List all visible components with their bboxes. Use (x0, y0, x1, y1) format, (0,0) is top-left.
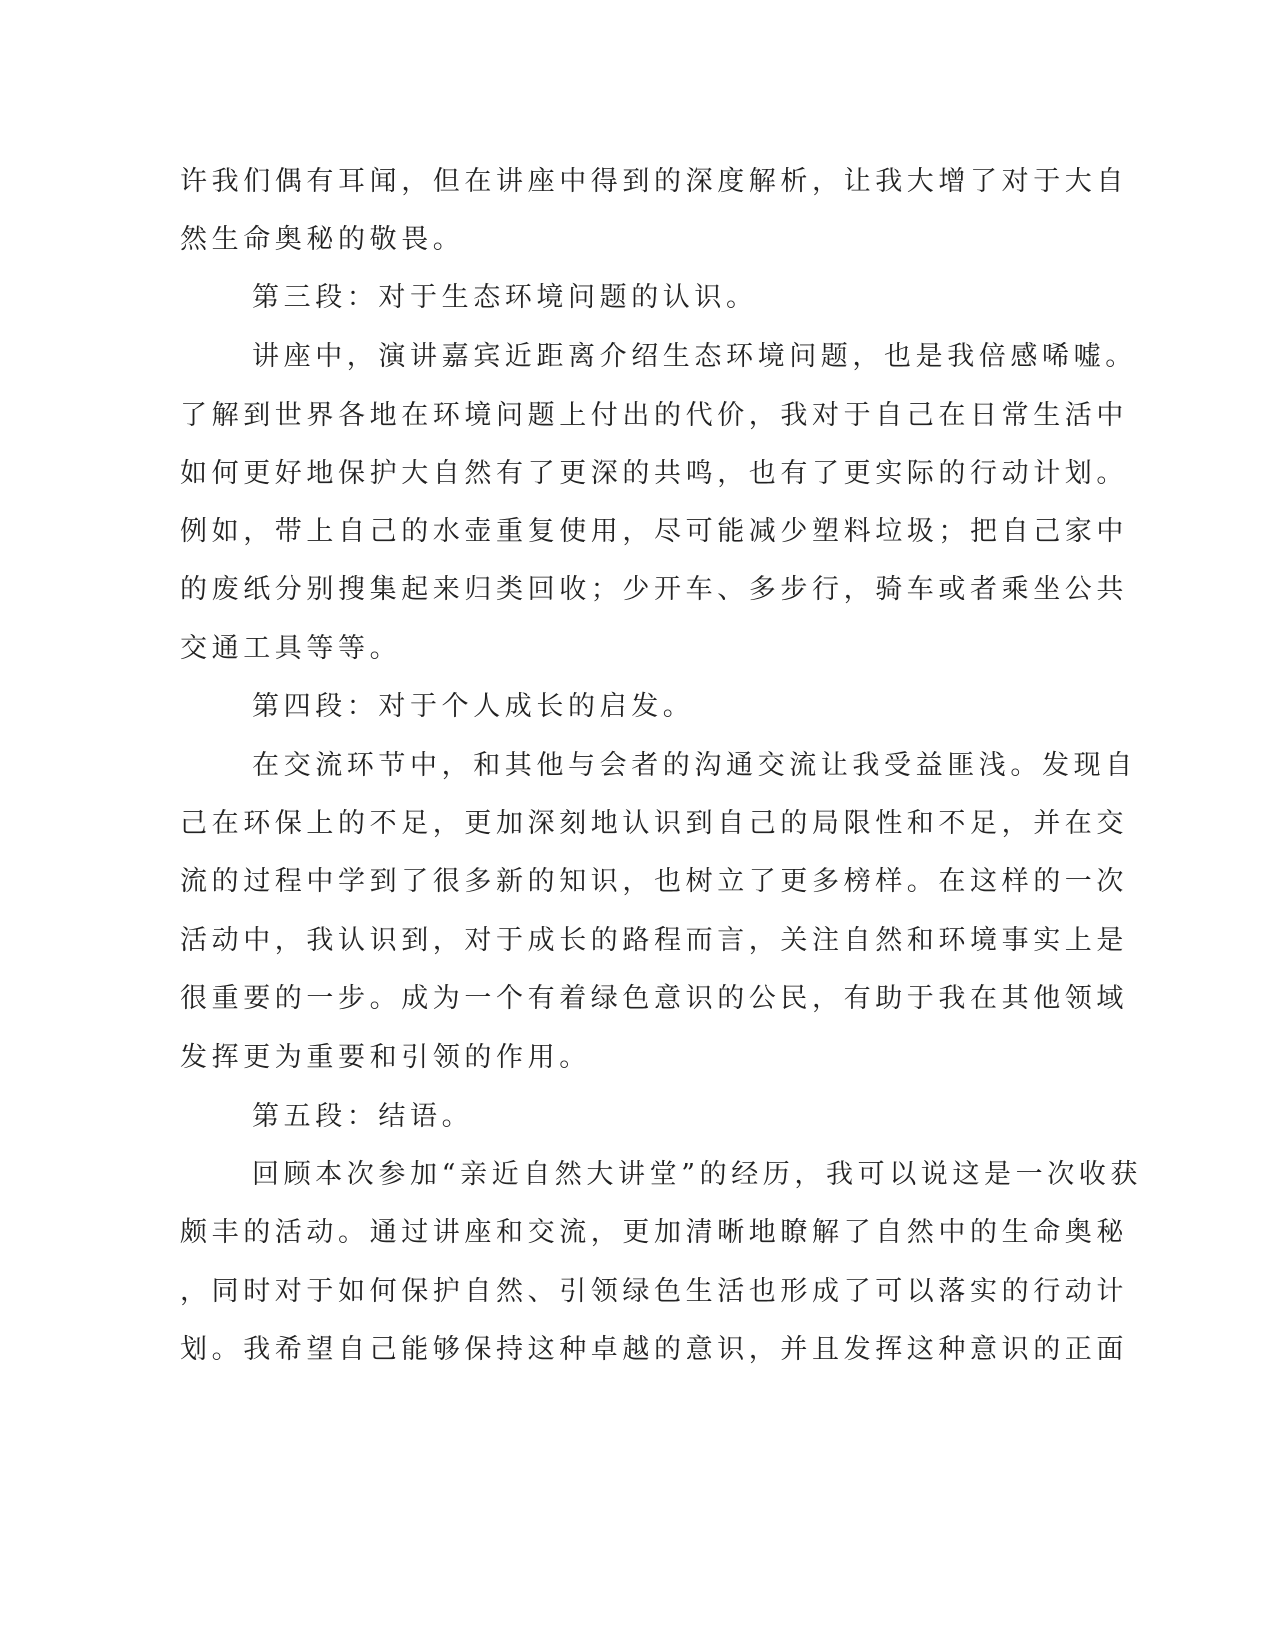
text-line: 很重要的一步。成为一个有着绿色意识的公民，有助于我在其他领域 (180, 983, 1128, 1014)
text-line: 划。我希望自己能够保持这种卓越的意识，并且发挥这种意识的正面 (180, 1334, 1128, 1365)
text-line: 的废纸分别搜集起来归类回收；少开车、多步行，骑车或者乘坐公共 (180, 574, 1128, 605)
section-heading: 第五段：结语。 (252, 1101, 474, 1132)
text-line: 颇丰的活动。通过讲座和交流，更加清晰地瞭解了自然中的生命奥秘 (180, 1217, 1128, 1248)
text-line: 讲座中，演讲嘉宾近距离介绍生态环境问题，也是我倍感唏嘘。 (252, 341, 1137, 372)
text-line: 例如，带上自己的水壶重复使用，尽可能减少塑料垃圾；把自己家中 (180, 516, 1128, 547)
text-line: 己在环保上的不足，更加深刻地认识到自己的局限性和不足，并在交 (180, 808, 1128, 839)
text-line: 交通工具等等。 (180, 633, 402, 664)
text-line: 活动中，我认识到，对于成长的路程而言，关注自然和环境事实上是 (180, 925, 1128, 956)
text-line: 在交流环节中，和其他与会者的沟通交流让我受益匪浅。发现自 (252, 750, 1137, 781)
text-line: 然生命奥秘的敬畏。 (180, 224, 465, 255)
text-line: 流的过程中学到了很多新的知识，也树立了更多榜样。在这样的一次 (180, 866, 1128, 897)
section-heading: 第四段：对于个人成长的启发。 (252, 691, 695, 722)
text-line: 回顾本次参加“亲近自然大讲堂”的经历，我可以说这是一次收获 (252, 1159, 1143, 1190)
text-line: 如何更好地保护大自然有了更深的共鸣，也有了更实际的行动计划。 (180, 458, 1128, 489)
text-line: ，同时对于如何保护自然、引领绿色生活也形成了可以落实的行动计 (180, 1276, 1128, 1307)
text-line: 发挥更为重要和引领的作用。 (180, 1042, 591, 1073)
section-heading: 第三段：对于生态环境问题的认识。 (252, 282, 758, 313)
text-line: 许我们偶有耳闻，但在讲座中得到的深度解析，让我大增了对于大自 (180, 166, 1128, 197)
text-line: 了解到世界各地在环境问题上付出的代价，我对于自己在日常生活中 (180, 400, 1128, 431)
